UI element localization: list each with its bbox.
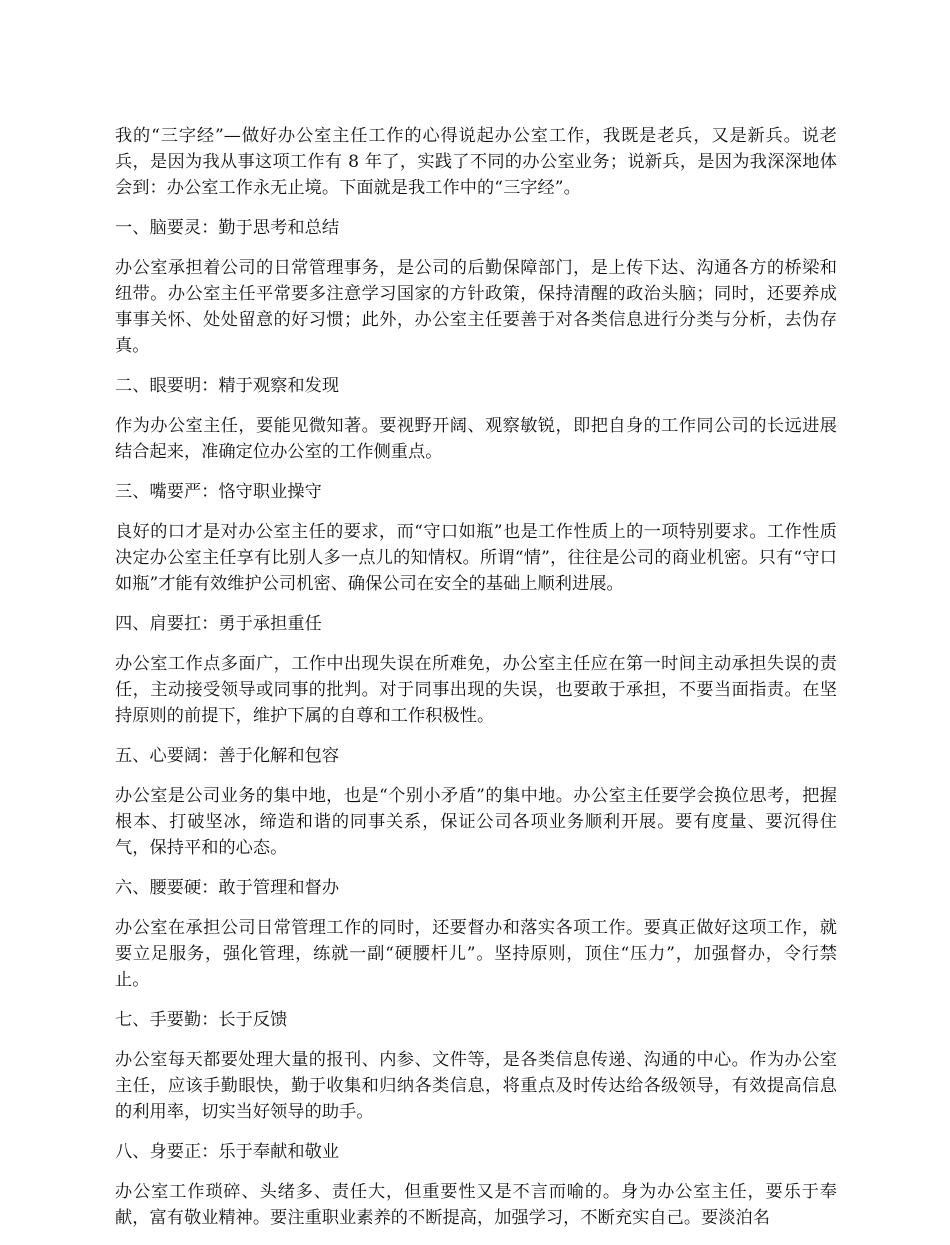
section-paragraph-4: 办公室工作点多面广，工作中出现失误在所难免，办公室主任应在第一时间主动承担失误的责任，主动接受领导或同事的批判。对于同事出现的失误，也要敢于承担，不要当面指责。在坚持原则的前提下，维护下属的自尊和工作积极性。 xyxy=(115,654,837,726)
section-heading-1: 一、脑要灵：勤于思考和总结 xyxy=(115,218,340,238)
section-heading-3: 三、嘴要严：恪守职业操守 xyxy=(115,482,322,502)
section-heading-6: 六、腰要硬：敢于管理和督办 xyxy=(115,878,340,898)
section-heading-7: 七、手要勤：长于反馈 xyxy=(115,1010,288,1030)
section-paragraph-2: 作为办公室主任，要能见微知著。要视野开阔、观察敏锐，即把自身的工作同公司的长远进展结合起来，准确定位办公室的工作侧重点。 xyxy=(115,416,837,462)
section-paragraph-8: 办公室工作琐碎、头绪多、责任大，但重要性又是不言而喻的。身为办公室主任，要乐于奉献，富有敬业精神。要注重职业素养的不断提高，加强学习，不断充实自己。要淡泊名 xyxy=(115,1182,837,1228)
document-body xyxy=(115,123,837,1245)
section-paragraph-1: 办公室承担着公司的日常管理事务，是公司的后勤保障部门，是上传下达、沟通各方的桥梁和纽带。办公室主任平常要多注意学习国家的方针政策，保持清醒的政治头脑；同时，还要养成事事关怀、处处留意的好习惯；此外，办公室主任要善于对各类信息进行分类与分析，去伪存真。 xyxy=(115,258,837,356)
section-paragraph-5: 办公室是公司业务的集中地，也是“个别小矛盾”的集中地。办公室主任要学会换位思考，把握根本、打破坚冰，缔造和谐的同事关系，保证公司各项业务顺利开展。要有度量、要沉得住气，保持平和的心态。 xyxy=(115,786,837,858)
section-paragraph-3: 良好的口才是对办公室主任的要求，而“守口如瓶”也是工作性质上的一项特别要求。工作性质决定办公室主任享有比别人多一点儿的知情权。所谓“情”，往往是公司的商业机密。只有“守口如瓶”才能有效维护公司机密、确保公司在安全的基础上顺利进展。 xyxy=(115,522,837,594)
intro-paragraph: 我的“三字经”—做好办公室主任工作的心得说起办公室工作，我既是老兵，又是新兵。说老兵，是因为我从事这项工作有 8 年了，实践了不同的办公室业务；说新兵，是因为我深深地体会到：办公室工作永无止境。下面就是我工作中的“三字经”。 xyxy=(115,126,837,198)
section-paragraph-6: 办公室在承担公司日常管理工作的同时，还要督办和落实各项工作。要真正做好这项工作，就要立足服务，强化管理，练就一副“硬腰杆儿”。坚持原则，顶住“压力”，加强督办，令行禁止。 xyxy=(115,918,838,990)
section-heading-5: 五、心要阔：善于化解和包容 xyxy=(115,746,340,766)
section-heading-8: 八、身要正：乐于奉献和敬业 xyxy=(115,1142,340,1162)
section-paragraph-7: 办公室每天都要处理大量的报刊、内参、文件等，是各类信息传递、沟通的中心。作为办公室主任，应该手勤眼快，勤于收集和归纳各类信息，将重点及时传达给各级领导，有效提高信息的利用率，切实当好领导的助手。 xyxy=(115,1050,837,1122)
section-heading-2: 二、眼要明：精于观察和发现 xyxy=(115,376,340,396)
section-heading-4: 四、肩要扛：勇于承担重任 xyxy=(115,614,322,634)
